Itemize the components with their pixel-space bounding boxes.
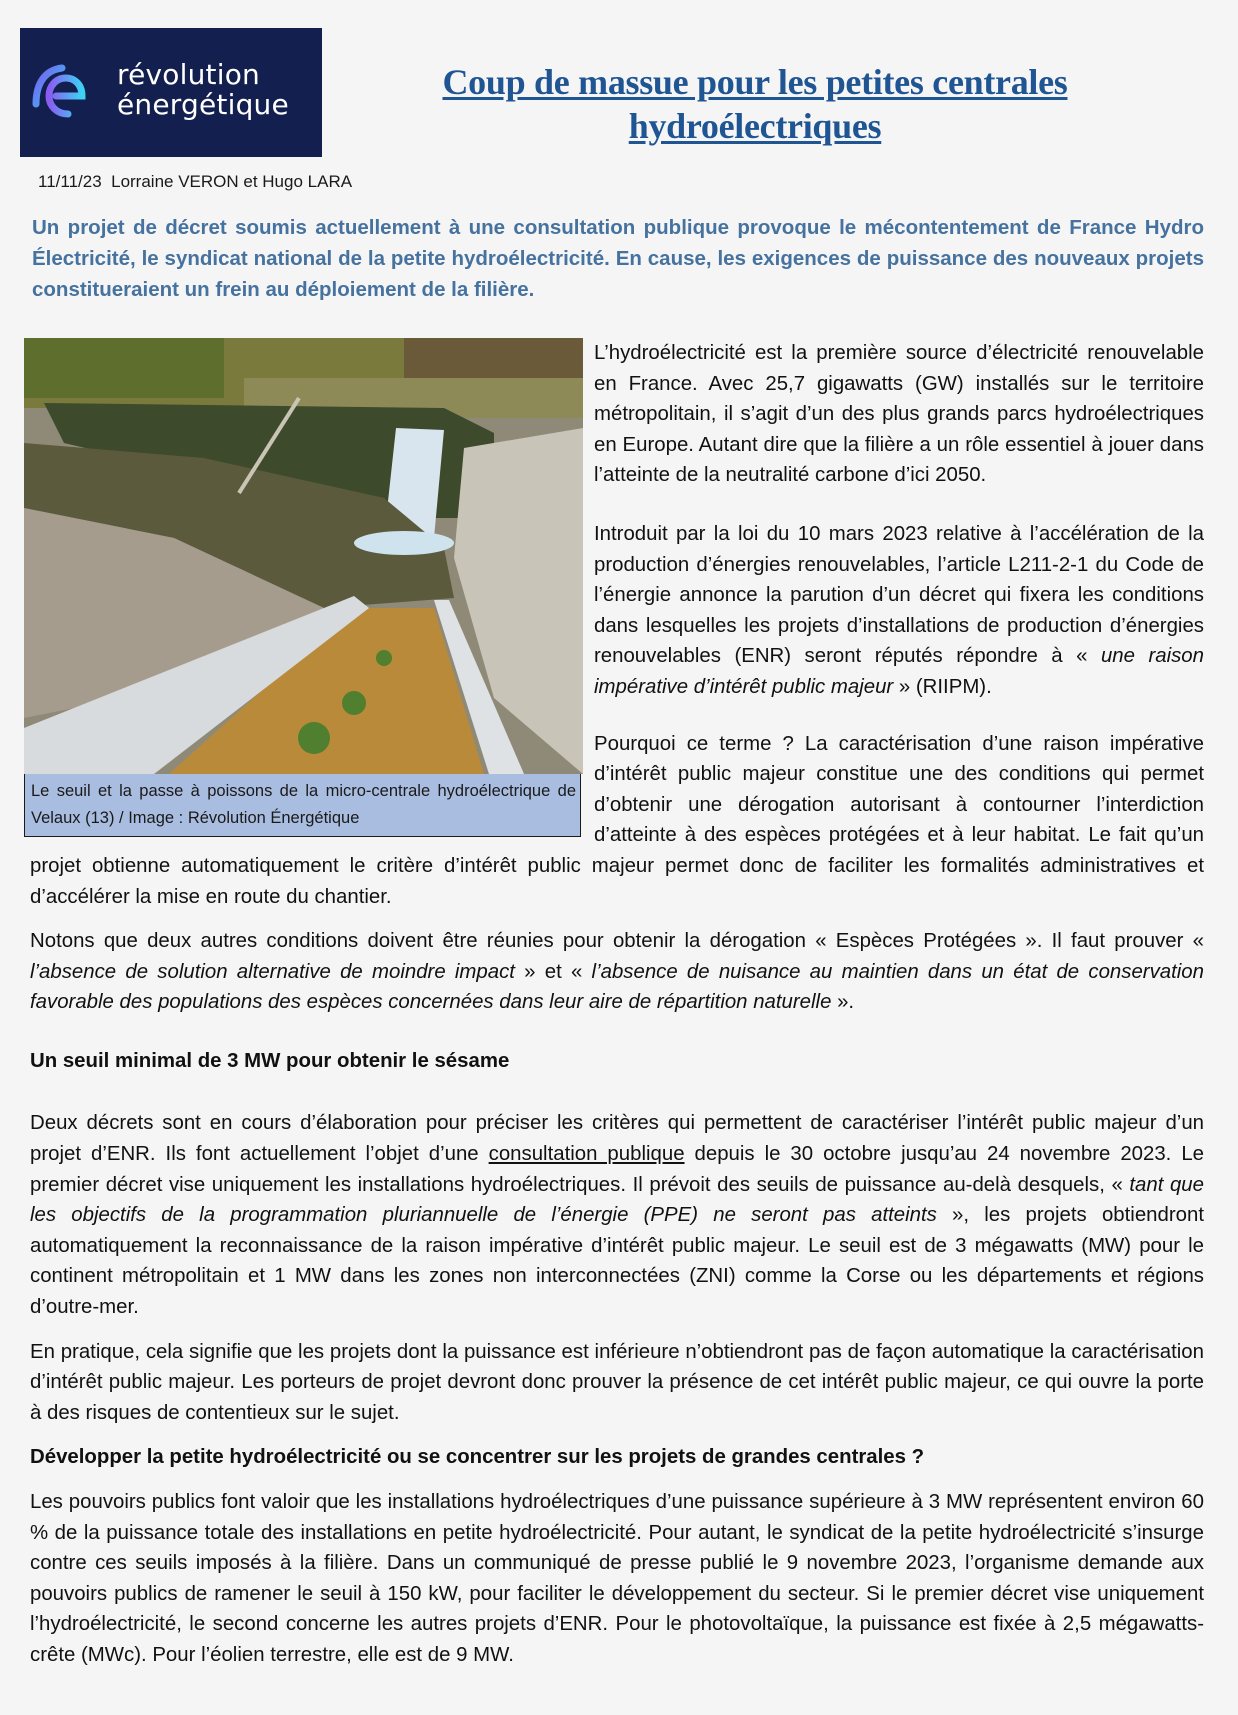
text-run: Introduit par la loi du 10 mars 2023 relative à l’accélération de la production d’énergies renouvelables, l’article L211-2-1 du Code de l’énergie annonce la parution d’un décret qui fixera les conditions dans lesquelles les projets d’installations de production d’énergies renouvelables (ENR) seront réputés répondre à «: [594, 522, 1204, 668]
text-run: » et «: [514, 960, 592, 983]
article-body: [30, 338, 1204, 1699]
logo-wordmark: [117, 60, 289, 120]
article-lead: Un projet de décret soumis actuellement à une consultation publique provoque le mécontentement de France Hydro Électricité, le syndicat national de la petite hydroélectricité. En cause, les exigences de puissance des nouveaux projets constitueraient un frein au déploiement de la filière.: [32, 216, 1204, 301]
article-date: 11/11/23: [38, 172, 102, 191]
paragraph: Les pouvoirs publics font valoir que les installations hydroélectriques d’une puissance supérieure à 3 MW représentent environ 60 % de la puissance totale des installations en petite hydroélectricité. Pour autant, le syndicat de la petite hydroélectricité s’insurge contre ces seuils imposés à la filière. Dans un communiqué de presse publié le 9 novembre 2023, l’organisme demande aux pouvoirs publics de ramener le seuil à 150 kW, pour faciliter le développement du secteur. Si le premier décret vise uniquement l’hydroélectricité, le second concerne les autres projets d’ENR. Pour le photovoltaïque, la puissance est fixée à 2,5 mégawatts-crête (MWc). Pour l’éolien terrestre, elle est de 9 MW.: [30, 1491, 1204, 1666]
paragraph: L’hydroélectricité est la première source d’électricité renouvelable en France. Avec 25,7 gigawatts (GW) installés sur le territoire métropolitain, il s’agit d’un des plus grands parcs hydroélectriques en Europe. Autant dire que la filière a un rôle essentiel à jouer dans l’atteinte de la neutralité carbone d’ici 2050.: [594, 342, 1204, 487]
text-run: ».: [831, 991, 855, 1014]
text-run: » (RIIPM).: [893, 675, 992, 698]
publisher-logo: [20, 28, 322, 157]
logo-line-1: révolution: [117, 58, 260, 91]
paragraph: Pourquoi ce terme ? La caractérisation d’une raison impérative d’intérêt public majeur constitue une des conditions qui permet d’obtenir une dérogation autorisant à contourner l’interdiction d’atteinte à des espèces protégées et à leur habitat. Le fait qu’un projet obtienne automatiquement le critère d’intérêt public majeur permet donc de faciliter les formalités administratives et d’accélérer la mise en route du chantier.: [30, 732, 1204, 908]
re-monogram-logo-icon: [28, 60, 98, 122]
article-figure: [24, 338, 586, 837]
logo-line-2: énergétique: [117, 88, 289, 121]
quote-run: l’absence de nuisance au maintien dans un état de conservation favorable des populations des espèces concernées dans leur aire de répartition naturelle: [30, 960, 1204, 1014]
text-run: Notons que deux autres conditions doivent être réunies pour obtenir la dérogation « Espèces Protégées ». Il faut prouver «: [30, 930, 1204, 953]
text-run: », les projets obtiendront automatiquement la reconnaissance de la raison impérative d’intérêt public majeur. Le seuil est de 3 mégawatts (MW) pour le continent métropolitain et 1 MW dans les zones non interconnectées (ZNI) comme la Corse ou les départements et régions d’outre-mer.: [30, 1204, 1204, 1319]
paragraph: En pratique, cela signifie que les projets dont la puissance est inférieure n’obtiendront pas de façon automatique la caractérisation d’intérêt public majeur. Les porteurs de projet devront donc prouver la présence de cet intérêt public majeur, ce qui ouvre la porte à des risques de contentieux sur le sujet.: [30, 1340, 1204, 1424]
byline: [38, 172, 352, 192]
quote-run: l’absence de solution alternative de moindre impact: [30, 960, 515, 983]
text-run: depuis le 30 octobre jusqu’au 24 novembre 2023. Le premier décret vise uniquement les installations hydroélectriques. Il prévoit des seuils de puissance au-delà desquels, «: [30, 1143, 1204, 1196]
paragraph: [30, 926, 1204, 1018]
paragraph: [30, 1108, 1204, 1322]
consultation-publique-link[interactable]: consultation publique: [488, 1143, 685, 1166]
article-title: Coup de massue pour les petites centrales hydroélectriques: [442, 62, 1068, 147]
figure-caption: Le seuil et la passe à poissons de la micro-centrale hydroélectrique de Velaux (13) / Image : Révolution Énergétique: [24, 773, 581, 837]
section-heading: Développer la petite hydroélectricité ou se concentrer sur les projets de grandes centrales ?: [30, 1446, 925, 1469]
article-authors: Lorraine VERON et Hugo LARA: [111, 172, 353, 191]
section-heading: Un seuil minimal de 3 MW pour obtenir le sésame: [30, 1049, 510, 1072]
quote-run: tant que les objectifs de la programmation pluriannuelle de l’énergie (PPE) ne seront pas atteints: [30, 1173, 1204, 1227]
quote-run: une raison impérative d’intérêt public majeur: [594, 645, 1204, 698]
text-run: Deux décrets sont en cours d’élaboration pour préciser les critères qui permettent de caractériser l’intérêt public majeur d’un projet d’ENR. Ils font actuellement l’objet d’une: [30, 1112, 1204, 1166]
photo-weir-fish-pass: [24, 338, 583, 774]
